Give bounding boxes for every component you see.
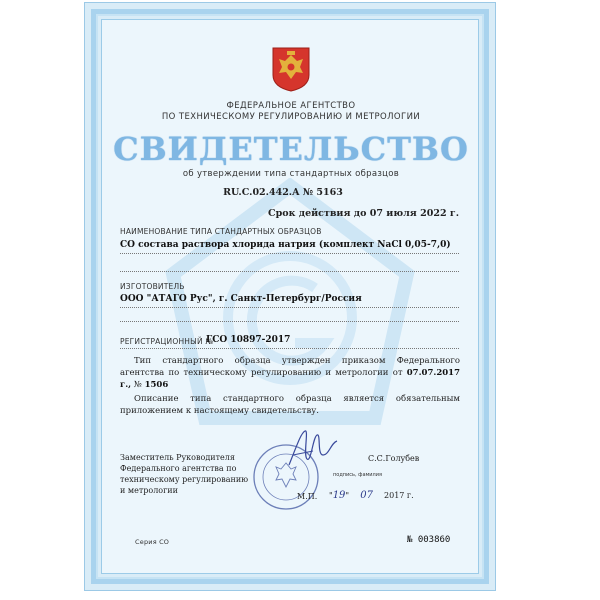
approval-text: Тип стандартного образца утвержден приказом Федерального агентства по техническому регулированию и метрологии от — [120, 356, 460, 378]
registration-label: РЕГИСТРАЦИОННЫЙ № — [120, 337, 214, 346]
position-line4: и метрологии — [120, 486, 178, 495]
dotted-line — [120, 253, 459, 254]
maker-value: ООО "АТАГО Рус", г. Санкт-Петербург/Россия — [120, 294, 362, 304]
handwritten-signature-icon — [283, 425, 343, 473]
registration-value: ГСО 10897-2017 — [206, 335, 291, 345]
series-label: Серия СО — [135, 538, 170, 546]
dotted-line — [120, 321, 459, 322]
order-number: 1506 — [144, 380, 169, 390]
signer-position — [120, 452, 248, 496]
signature-caption: подпись, фамилия — [333, 472, 382, 478]
position-line1: Заместитель Руководителя — [120, 453, 235, 462]
dotted-line — [120, 271, 459, 272]
name-value: СО состава раствора хлорида натрия (комплект NaCl 0,05-7,0) — [120, 240, 451, 250]
position-line2: Федерального агентства по — [120, 464, 237, 473]
position-line3: техническому регулированию — [120, 475, 249, 484]
agency-name-line2: ПО ТЕХНИЧЕСКОМУ РЕГУЛИРОВАНИЮ И МЕТРОЛОГИИ — [161, 112, 421, 122]
document-subtitle: об утверждении типа стандартных образцов — [182, 169, 400, 179]
certificate-number: RU.C.02.442.A № 5163 — [223, 187, 343, 198]
serial-number: № 003860 — [407, 535, 451, 545]
approval-paragraph — [120, 355, 460, 391]
coat-of-arms-icon — [270, 45, 312, 93]
certificate-page — [84, 2, 496, 591]
order-date: 07.07.2017 г., — [120, 368, 460, 390]
agency-name-line1: ФЕДЕРАЛЬНОЕ АГЕНТСТВО — [226, 101, 356, 111]
dotted-line — [120, 307, 459, 308]
seal-placeholder: М.П. — [297, 492, 318, 501]
signature-date: "19" 07 2017 г. — [329, 490, 414, 501]
description-paragraph: Описание типа стандартного образца является обязательным приложением к настоящему свидетельству. — [120, 394, 460, 416]
date-month: 07 — [360, 490, 373, 501]
dotted-line — [120, 348, 459, 349]
maker-label: ИЗГОТОВИТЕЛЬ — [120, 282, 185, 291]
signer-name: С.С.Голубев — [368, 454, 420, 463]
validity-date: Срок действия до 07 июля 2022 г. — [268, 208, 459, 219]
date-year: 2017 г. — [384, 491, 414, 500]
date-day: 19 — [332, 490, 346, 501]
name-label: НАИМЕНОВАНИЕ ТИПА СТАНДАРТНЫХ ОБРАЗЦОВ — [120, 227, 322, 236]
order-number-prefix: № — [133, 380, 142, 390]
document-title: СВИДЕТЕЛЬСТВО — [113, 130, 469, 168]
